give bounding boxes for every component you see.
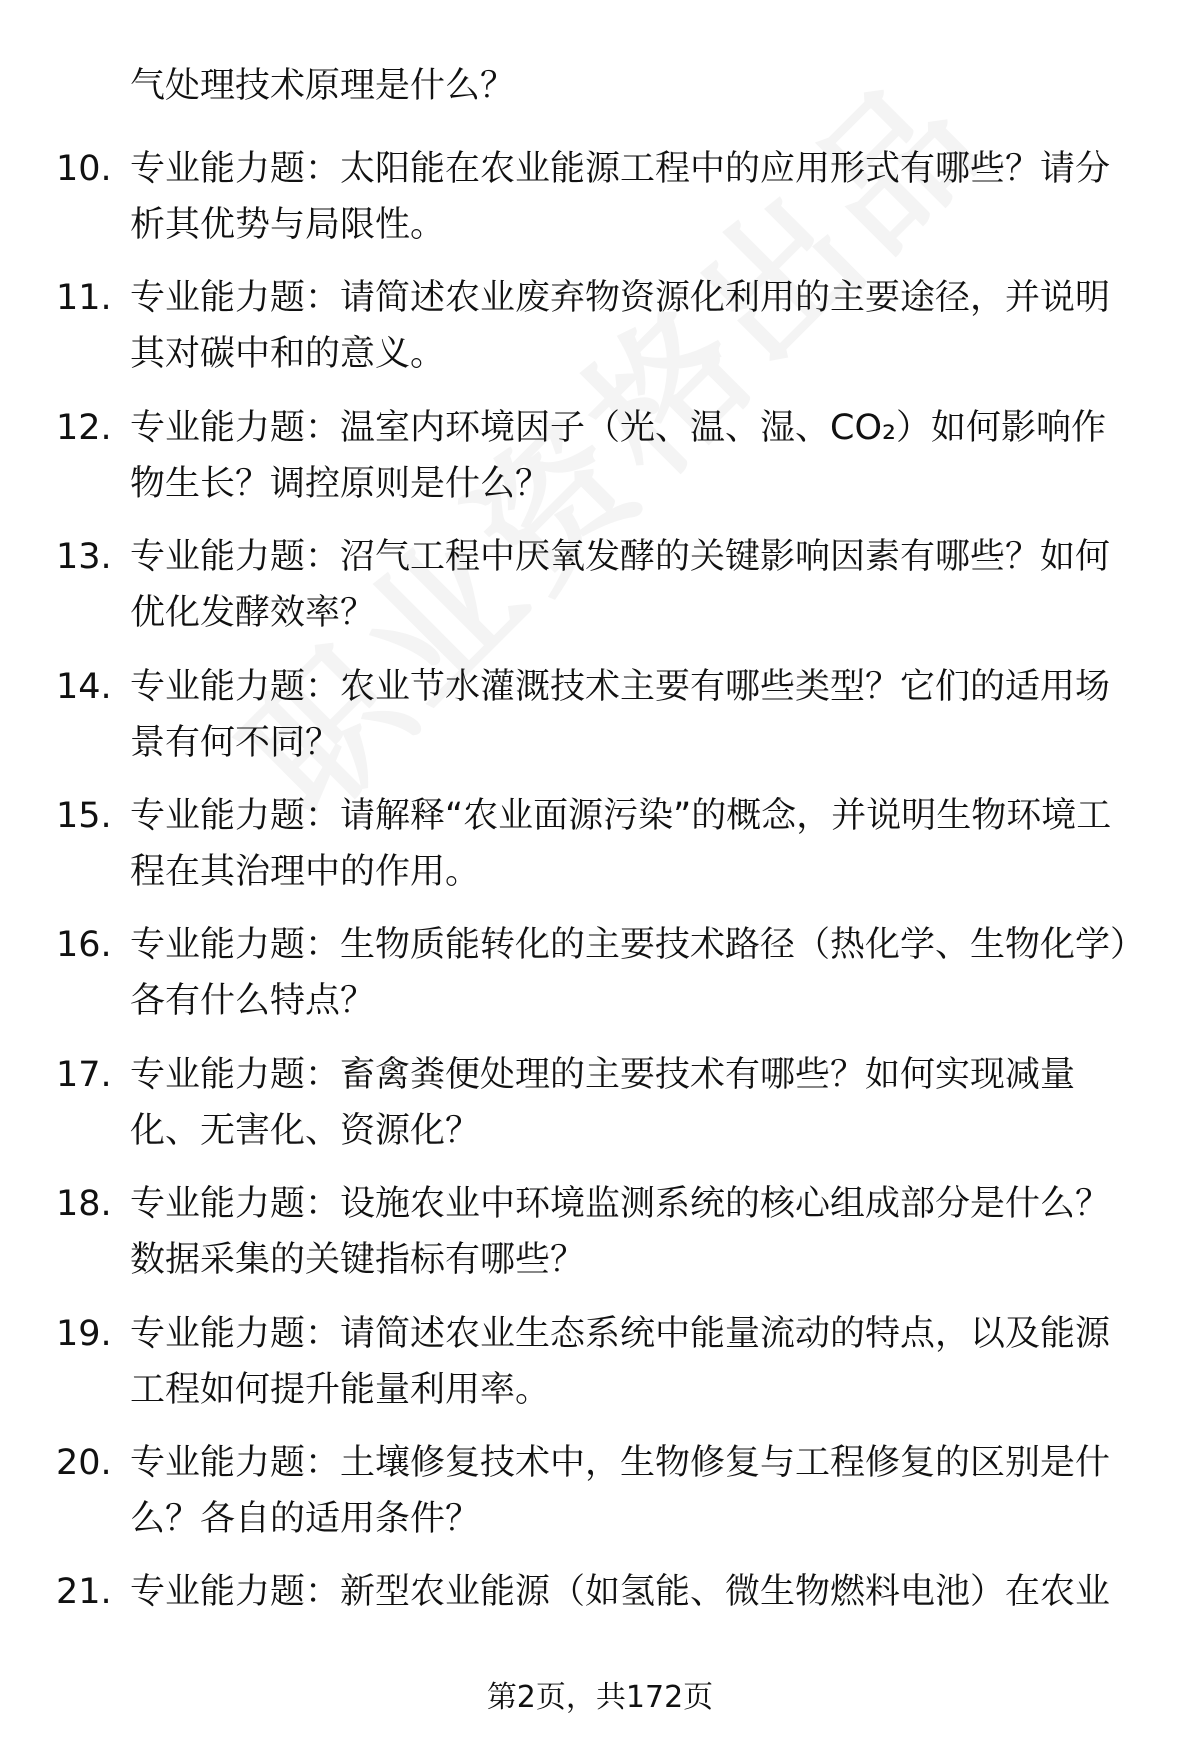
question-number: 13. — [56, 537, 112, 578]
question-item — [0, 788, 1200, 917]
question-item — [0, 270, 1200, 399]
question-text: 专业能力题：畜禽粪便处理的主要技术有哪些？如何实现减量化、无害化、资源化？ — [130, 1054, 1076, 1151]
question-number: 18. — [56, 1184, 112, 1225]
question-item — [0, 1176, 1200, 1305]
question-text: 专业能力题：请解释“农业面源污染”的概念，并说明生物环境工程在其治理中的作用。 — [130, 795, 1112, 892]
question-list — [0, 141, 1200, 1694]
question-item — [0, 1047, 1200, 1176]
question-item — [0, 1564, 1200, 1693]
question-text: 专业能力题：设施农业中环境监测系统的核心组成部分是什么？数据采集的关键指标有哪些？ — [130, 1184, 1111, 1281]
question-number: 11. — [56, 278, 112, 319]
question-number: 10. — [56, 149, 112, 189]
question-text: 专业能力题：请简述农业废弃物资源化利用的主要途径，并说明其对碳中和的意义。 — [130, 278, 1111, 375]
question-number: 21. — [56, 1572, 112, 1613]
question-text: 专业能力题：新型农业能源（如氢能、微生物燃料电池）在农业 — [130, 1572, 1111, 1613]
question-item — [0, 141, 1200, 270]
question-text: 专业能力题：生物质能转化的主要技术路径（热化学、生物化学）各有什么特点？ — [130, 925, 1128, 1022]
question-number: 19. — [56, 1313, 112, 1354]
question-text: 专业能力题：温室内环境因子（光、温、湿、CO₂）如何影响作物生长？调控原则是什么？ — [130, 407, 1107, 504]
question-item — [0, 400, 1200, 529]
question-text: 专业能力题：农业节水灌溉技术主要有哪些类型？它们的适用场景有何不同？ — [130, 666, 1111, 763]
question-item — [0, 1435, 1200, 1564]
question-number: 17. — [56, 1054, 112, 1095]
question-text: 专业能力题：土壤修复技术中，生物修复与工程修复的区别是什么？各自的适用条件？ — [130, 1442, 1111, 1539]
question-item — [0, 529, 1200, 658]
question-text: 专业能力题：太阳能在农业能源工程中的应用形式有哪些？请分析其优势与局限性。 — [130, 149, 1111, 245]
page-footer: 第2页，共172页 — [486, 1680, 714, 1715]
question-number: 12. — [56, 407, 112, 448]
question-number: 20. — [56, 1442, 112, 1483]
question-item — [0, 917, 1200, 1046]
question-item — [0, 1306, 1200, 1435]
question-text: 专业能力题：沼气工程中厌氧发酵的关键影响因素有哪些？如何优化发酵效率？ — [130, 537, 1111, 634]
question-number: 16. — [56, 925, 112, 966]
question-number: 15. — [56, 795, 112, 836]
continued-question-text: 气处理技术原理是什么？ — [130, 66, 516, 106]
question-text: 专业能力题：请简述农业生态系统中能量流动的特点，以及能源工程如何提升能量利用率。 — [130, 1313, 1111, 1410]
question-item — [0, 659, 1200, 788]
question-number: 14. — [56, 666, 112, 707]
